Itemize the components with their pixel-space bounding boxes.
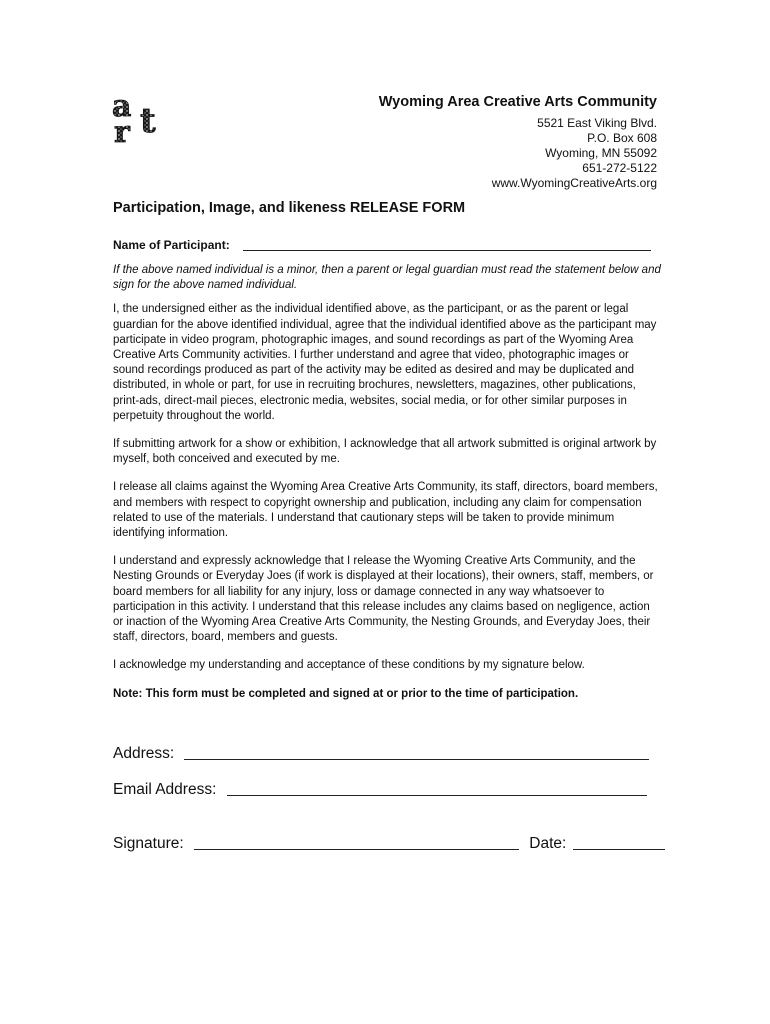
organization-header [379, 94, 657, 191]
release-paragraph-artwork: If submitting artwork for a show or exhibition, I acknowledge that all artwork submitted is original artwork by myself, both conceived and executed by me. [113, 438, 657, 466]
svg-text:r: r [114, 115, 130, 146]
address-label: Address: [113, 745, 175, 762]
address-field[interactable] [184, 744, 649, 760]
participant-name-label: Name of Participant: [113, 238, 230, 252]
release-paragraph-media: I, the undersigned either as the individual identified above, as the participant, or as the parent or legal guardian for the above identified individual, agree that the individual identified above as the participant may participate in video program, photographic images, and sound recordings as part of the Wyoming Area Creative Arts Community activities. I further understand and agree that video, photographic images or sound recordings produced as part of the activity may be edited as desired and may be duplicated and distributed, in whole or part, for use in recruiting brochures, newsletters, magazines, other publications, print-ads, direct-mail pieces, electronic media, websites, social media, or for other similar purposes in perpetuity throughout the world. [113, 303, 657, 422]
date-label: Date: [529, 835, 567, 852]
signature-label: Signature: [113, 835, 184, 852]
form-title: Participation, Image, and likeness RELEASE FORM [113, 200, 466, 216]
organization-name: Wyoming Area Creative Arts Community [378, 94, 657, 110]
email-field[interactable] [227, 780, 647, 796]
date-field[interactable] [573, 834, 665, 850]
release-paragraph-acknowledgement: I acknowledge my understanding and acceptance of these conditions by my signature below. [113, 659, 585, 672]
address-city: Wyoming, MN 55092 [545, 146, 657, 160]
address-street: 5521 East Viking Blvd. [537, 116, 657, 130]
minor-notice: If the above named individual is a minor, then a parent or legal guardian must read the statement below and sign for the above named individual. [113, 264, 661, 292]
svg-text:a: a [112, 90, 132, 124]
participant-name-field[interactable] [243, 237, 651, 251]
participant-name-row [113, 237, 651, 252]
address-row [113, 744, 649, 763]
release-paragraph-claims: I release all claims against the Wyoming Area Creative Arts Community, its staff, directors, board members, and members with respect to copyright ownership and publication, including any claim for compensation related to use of the materials. I understand that cautionary steps will be taken to provide minimum identifying information. [113, 481, 658, 540]
phone-number: 651-272-5122 [582, 161, 657, 175]
release-paragraph-liability: I understand and expressly acknowledge that I release the Wyoming Creative Arts Community, and the Nesting Grounds or Everyday Joes (if work is displayed at their locations), their owners, staff, members, or board members for all liability for any injury, loss or damage connected in any way whatsoever to participation in this activity. I understand that this release includes any claims based on negligence, action or inaction of the Wyoming Area Creative Arts Community, the Nesting Grounds, and Everyday Joes, their staff, directors, board, members and guests. [113, 555, 654, 644]
signature-field[interactable] [194, 834, 519, 850]
svg-text:t: t [140, 101, 156, 141]
email-label: Email Address: [113, 781, 217, 798]
completion-note: Note: This form must be completed and signed at or prior to the time of participation. [113, 687, 579, 700]
address-po-box: P.O. Box 608 [587, 131, 657, 145]
art-logo [110, 90, 174, 146]
signature-row [113, 834, 665, 853]
email-row [113, 780, 647, 799]
form-body [113, 263, 661, 715]
website-url: www.WyomingCreativeArts.org [491, 176, 657, 190]
